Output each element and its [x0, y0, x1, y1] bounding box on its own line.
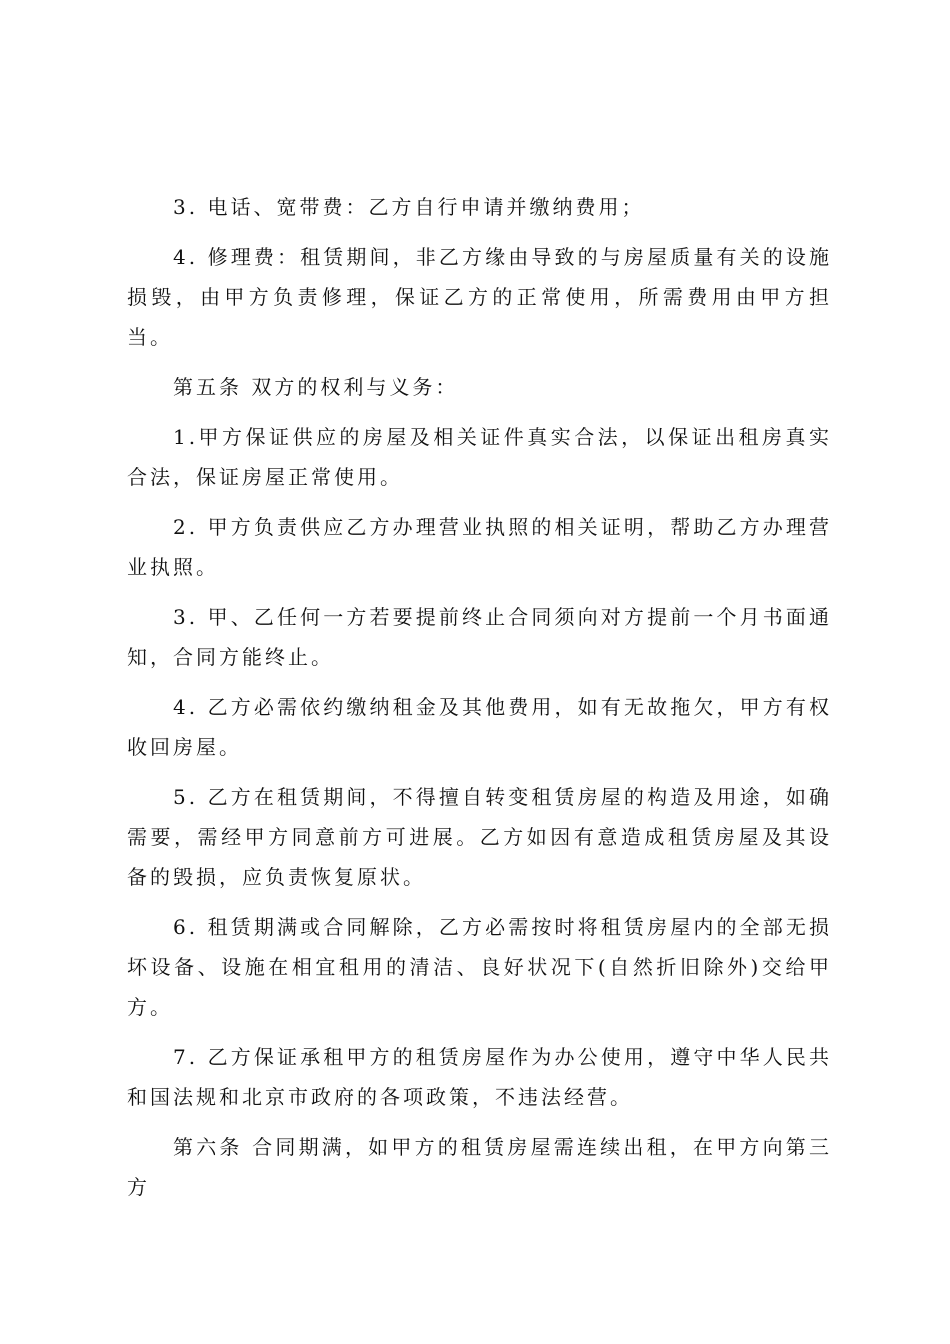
clause-5-7: 7. 乙方保证承租甲方的租赁房屋作为办公使用，遵守中华人民共和国法规和北京市政府的各项政策，不违法经营。: [127, 1045, 832, 1109]
clause-5-6: 6. 租赁期满或合同解除，乙方必需按时将租赁房屋内的全部无损坏设备、设施在相宜租用的清洁、良好状况下(自然折旧除外)交给甲方。: [127, 915, 832, 1019]
clause-5-2: 2. 甲方负责供应乙方办理营业执照的相关证明，帮助乙方办理营业执照。: [127, 515, 832, 579]
clause-phone-broadband: 3. 电话、宽带费：乙方自行申请并缴纳费用；: [173, 195, 645, 219]
clause-5-1: 1.甲方保证供应的房屋及相关证件真实合法，以保证出租房真实合法，保证房屋正常使用。: [127, 425, 832, 489]
contract-text: [127, 187, 832, 1217]
article-five-heading: 第五条 双方的权利与义务：: [173, 375, 459, 399]
clause-repair-fee: 4. 修理费：租赁期间，非乙方缘由导致的与房屋质量有关的设施损毁，由甲方负责修理，保证乙方的正常使用，所需费用由甲方担当。: [127, 245, 832, 349]
clause-5-4: 4. 乙方必需依约缴纳租金及其他费用，如有无故拖欠，甲方有权收回房屋。: [127, 695, 832, 759]
clause-5-3: 3. 甲、乙任何一方若要提前终止合同须向对方提前一个月书面通知，合同方能终止。: [127, 605, 832, 669]
clause-5-5: 5. 乙方在租赁期间，不得擅自转变租赁房屋的构造及用途，如确需要，需经甲方同意前方可进展。乙方如因有意造成租赁房屋及其设备的毁损，应负责恢复原状。: [127, 785, 832, 889]
article-six-start: 第六条 合同期满，如甲方的租赁房屋需连续出租，在甲方向第三方: [127, 1135, 832, 1199]
